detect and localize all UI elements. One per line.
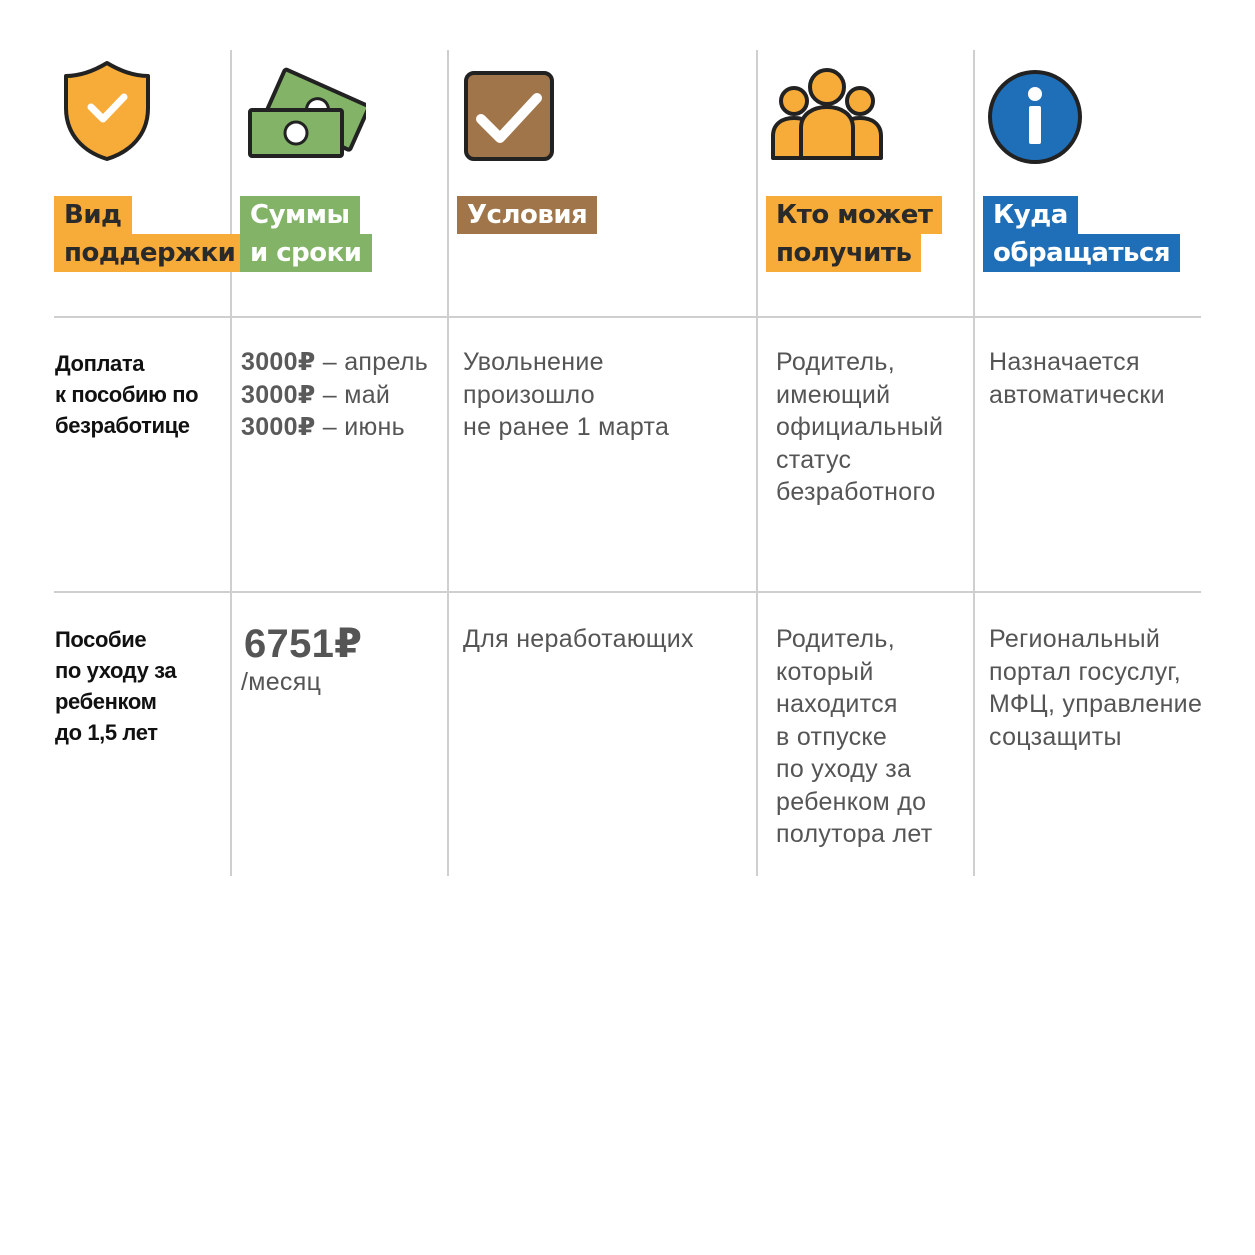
where-cell [989, 623, 1202, 753]
who-cell [776, 346, 943, 509]
amounts-cell [241, 346, 428, 444]
amount-line [241, 411, 428, 444]
checkbox-icon [463, 70, 555, 162]
shield-check-icon [62, 60, 152, 162]
header-conditions [457, 196, 597, 234]
cell-line: соцзащиты [989, 722, 1122, 751]
column-divider [447, 50, 449, 876]
amounts-cell [241, 622, 363, 699]
cell-line: находится [776, 690, 898, 718]
cell-line: ребенком до [776, 787, 927, 816]
money-bills-icon [246, 66, 366, 162]
header-label: и сроки [240, 234, 372, 272]
row-label [55, 624, 176, 748]
cell-line: в отпуске [776, 722, 888, 751]
header-label: Условия [457, 196, 597, 234]
cell-line: Родитель, [776, 625, 895, 653]
column-divider [230, 50, 232, 876]
amount-value: 3000₽ [241, 348, 316, 376]
cell-line: Родитель, [776, 348, 895, 376]
row-label [55, 348, 198, 441]
row-label-line: ребенком [55, 689, 157, 714]
row-label-line: к пособию по [55, 382, 199, 407]
header-label: Вид [54, 196, 132, 234]
amount-per: /месяц [241, 668, 322, 696]
header-where-to-apply [983, 196, 1180, 272]
cell-line: Увольнение [463, 348, 604, 376]
cell-line: автоматически [989, 380, 1165, 409]
row-label-line: до 1,5 лет [55, 720, 158, 745]
cell-line: Региональный [989, 625, 1161, 653]
cell-line: не ранее 1 марта [463, 413, 670, 441]
cell-line: портал госуслуг, [989, 657, 1181, 686]
cell-line: статус [776, 445, 852, 474]
row-label-line: безработице [55, 413, 190, 438]
cell-line: официальный [776, 413, 944, 441]
column-divider [756, 50, 758, 876]
cell-line: МФЦ, управление [989, 690, 1203, 718]
info-icon [986, 68, 1084, 166]
cell-line: полутора лет [776, 820, 933, 848]
cell-line: который [776, 657, 874, 686]
column-divider [973, 50, 975, 876]
conditions-cell [463, 623, 694, 656]
amount-period: – июнь [315, 413, 405, 441]
who-cell [776, 623, 933, 851]
header-label: Суммы [240, 196, 360, 234]
amount-line [241, 346, 428, 379]
cell-line: Назначается [989, 348, 1140, 376]
conditions-cell [463, 346, 669, 444]
row-divider [54, 316, 1201, 318]
row-label-line: Пособие [55, 627, 147, 652]
amount-value: 3000₽ [241, 413, 316, 441]
header-label: Кто может [766, 196, 942, 234]
where-cell [989, 346, 1165, 411]
amount-line [241, 379, 428, 412]
people-group-icon [770, 66, 884, 162]
header-label: Куда [983, 196, 1078, 234]
header-support-type [54, 196, 245, 272]
row-divider [54, 591, 1201, 593]
row-label-line: Доплата [55, 351, 145, 376]
big-amount: 6751₽ [244, 622, 363, 666]
amount-period: – апрель [315, 348, 429, 376]
cell-line: произошло [463, 380, 595, 409]
cell-line: Для неработающих [463, 625, 694, 653]
cell-line: безработного [776, 478, 936, 506]
header-label: получить [766, 234, 921, 272]
header-amounts-terms [240, 196, 372, 272]
amount-period: – май [315, 380, 391, 409]
row-label-line: по уходу за [55, 658, 177, 683]
header-who-can-get [766, 196, 942, 272]
amount-value: 3000₽ [241, 380, 316, 409]
header-label: обращаться [983, 234, 1180, 272]
cell-line: имеющий [776, 380, 891, 409]
cell-line: по уходу за [776, 755, 912, 783]
header-label: поддержки [54, 234, 245, 272]
